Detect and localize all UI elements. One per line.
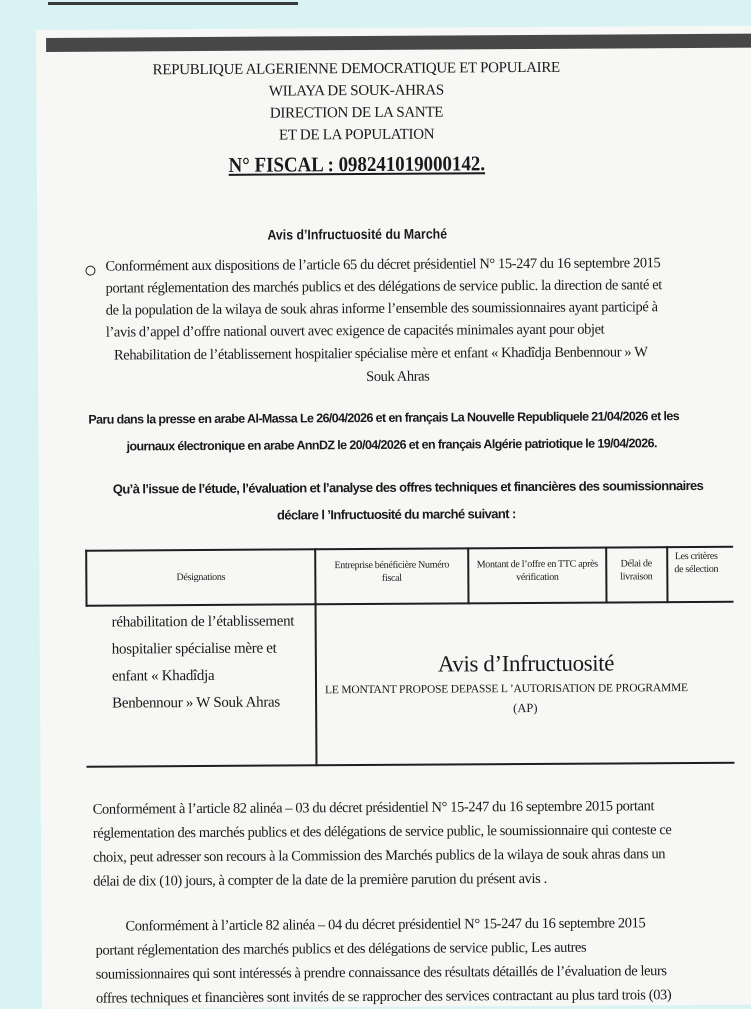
header-population: ET DE LA POPULATION	[278, 126, 435, 144]
art82-03-line-1: Conformément à l’article 82 alinéa – 03 du décret présidentiel N° 15-247 du 16 septembre 2015 portant	[92, 798, 655, 818]
table-col-divider-2	[467, 547, 469, 604]
table-col-divider-4	[666, 546, 668, 603]
header-direction: DIRECTION DE LA SANTE	[269, 104, 444, 122]
art82-03-line-3: choix, peut adresser son recours à la Commission des Marchés publics de la wilaya de souk ahras dans un	[93, 846, 666, 866]
designation-line-2: hospitalier spécialise mère et	[111, 640, 277, 658]
th-entreprise: Entreprise bénéficière Numéro fiscal	[334, 559, 450, 584]
intro-line-6: Souk Ahras	[366, 368, 430, 385]
intro-line-1: Conformément aux dispositions de l’article 65 du décret présidentiel N° 15-247 du 16 septembre 2015	[105, 255, 661, 275]
scan-band	[46, 34, 751, 52]
designation-line-3: enfant « Khadîdja	[111, 667, 215, 685]
issue-line-1: Qu’à l’issue de l’étude, l’évaluation et l’analyse des offres techniques et financières des soumissionnaires	[112, 477, 704, 497]
designation-line-1: réhabilitation de l’établissement	[111, 613, 295, 631]
fiscal-number: N° FISCAL : 098241019000142.	[228, 151, 486, 177]
press-line-2: journaux électronique en arabe AnnDZ le 20/04/2026 et en français Algérie patriotique le 19/04/2026.	[126, 436, 657, 454]
th-designations: Désignations	[176, 571, 226, 584]
intro-line-4: l’avis d’appel d’offre national ouvert avec exigence de capacités minimales ayant pour objet	[105, 321, 605, 341]
art82-04-line-1: Conformément à l’article 82 alinéa – 04 du décret présidentiel N° 15-247 du 16 septembre 2015	[125, 915, 646, 935]
table-header-border	[86, 601, 734, 607]
th-delai: Délai de livraison	[620, 558, 653, 583]
header-republic: REPUBLIQUE ALGERIENNE DEMOCRATIQUE ET POPULAIRE	[152, 59, 560, 79]
art82-04-line-4: offres techniques et financières sont invités de se rapprocher des services contractant au plus tard trois (03)	[95, 987, 672, 1007]
issue-line-2: déclare l ’Infructuosité du marché suivant :	[276, 506, 516, 523]
document-title: Avis d’Infructuosité du Marché	[267, 225, 448, 243]
header-wilaya: WILAYA DE SOUK-AHRAS	[268, 82, 444, 100]
intro-line-5: Rehabilitation de l’établissement hospitalier spécialise mère et enfant « Khadîdja Benbennour » W	[113, 344, 648, 364]
bullet-icon	[85, 266, 95, 276]
art82-03-line-2: réglementation des marchés publics et des délégations de service public, le soumissionnaire qui conteste ce	[92, 822, 672, 842]
art82-04-line-3: soumissionnaires qui sont intéressés à prendre connaissance des résultats détaillés de l’évaluation de leurs	[95, 963, 667, 983]
art82-03-line-4: délai de dix (10) jours, à compter de la date de la première parution du présent avis .	[93, 870, 547, 890]
result-ap: (AP)	[513, 700, 538, 716]
table-top-border	[85, 546, 733, 552]
designation-line-4: Benbennour » W Souk Ahras	[112, 694, 280, 712]
th-criteres: Les critères de sélection	[674, 550, 719, 576]
table-col-divider-3	[605, 547, 607, 604]
press-line-1: Paru dans la presse en arabe Al-Massa Le 26/04/2026 et en français La Nouvelle Republiquele 21/04/2026 et les	[88, 409, 680, 427]
result-reason: LE MONTANT PROPOSE DEPASSE L ’AUTORISATION DE PROGRAMME	[325, 682, 688, 697]
table-bottom-border	[86, 762, 734, 768]
intro-line-3: de la population de la wilaya de souk ahras informe l’ensemble des soumissionnaires ayant participé à	[105, 299, 658, 319]
row-designation	[112, 608, 313, 717]
table-col-divider-1	[314, 548, 317, 766]
document-page	[36, 26, 751, 1009]
intro-line-2: portant réglementation des marchés publics et des délégations de service public. la direction de santé et	[105, 277, 662, 297]
art82-04-line-2: portant réglementation des marchés publics et des délégations de service public, Les autres	[95, 939, 587, 959]
result-title: Avis d’Infructuosité	[437, 650, 615, 677]
top-rule	[48, 2, 298, 5]
th-montant: Montant de l’offre en TTC après vérification	[476, 558, 598, 584]
